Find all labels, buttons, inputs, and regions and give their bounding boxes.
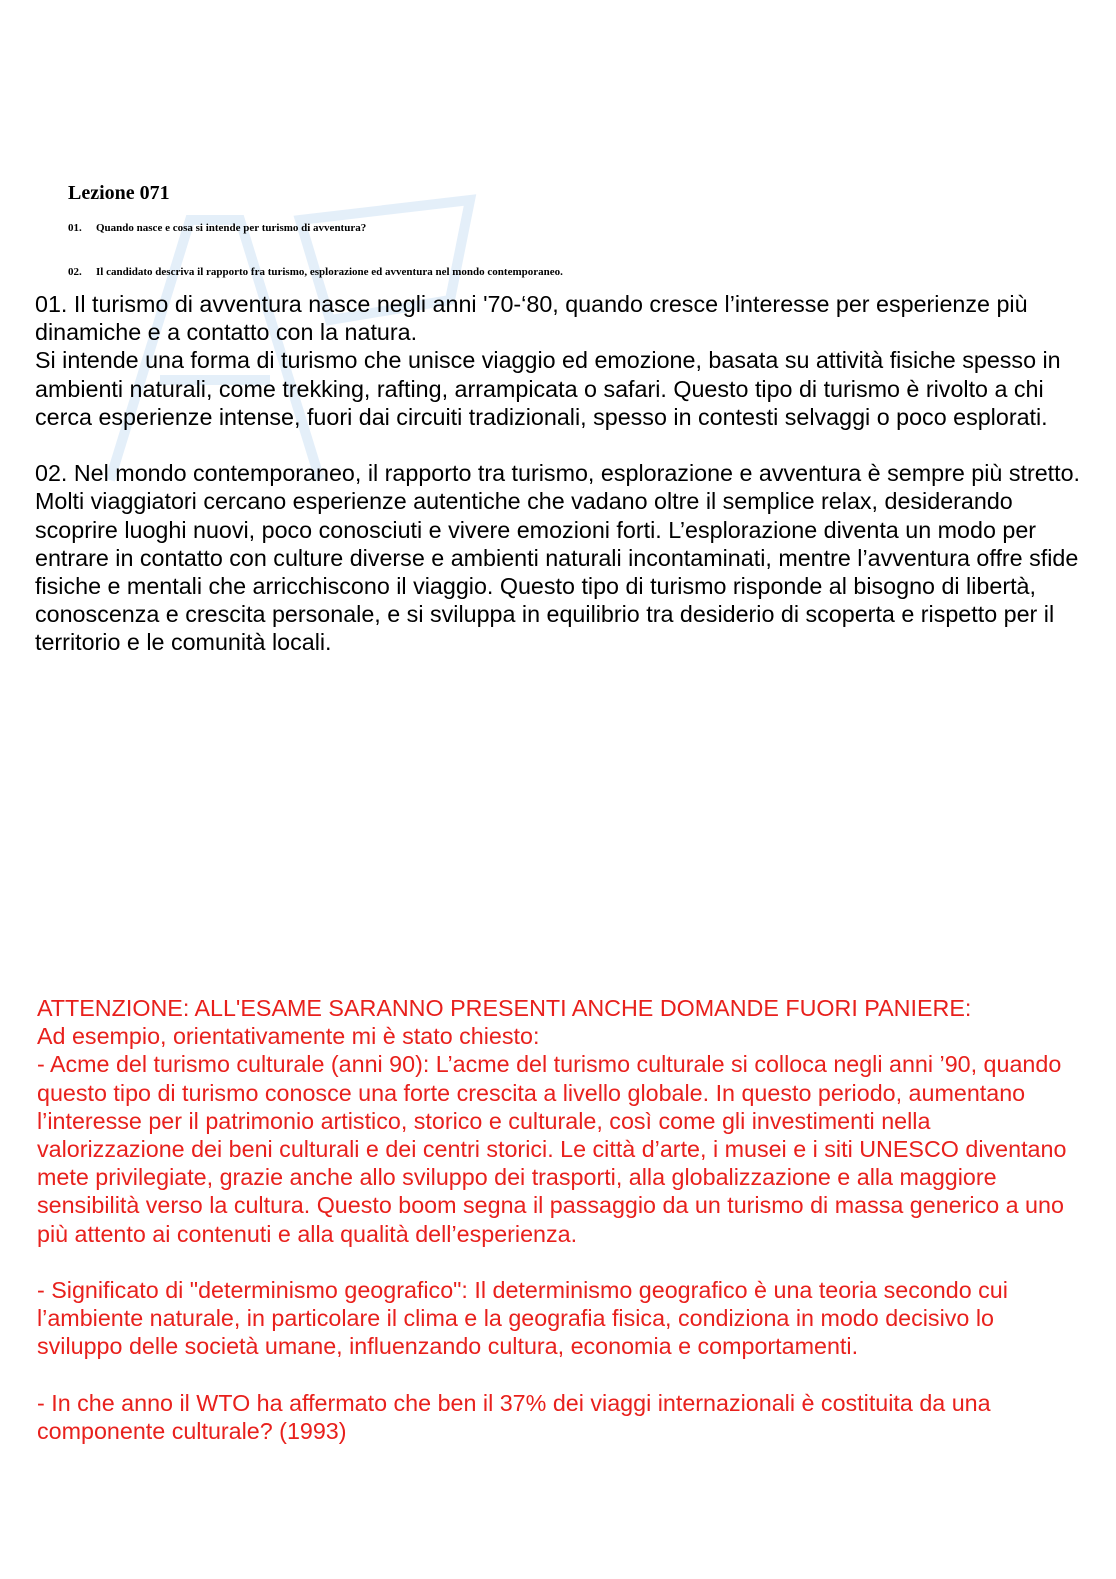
answers-section bbox=[35, 290, 1095, 657]
notice-item-wto: - In che anno il WTO ha affermato che ben il 37% dei viaggi internazionali è costituita da una componente culturale? (1993) bbox=[37, 1389, 991, 1445]
question-number: 02. bbox=[68, 266, 82, 278]
answer-02: 02. Nel mondo contemporaneo, il rapporto tra turismo, esplorazione e avventura è sempre più stretto. Molti viaggiatori cercano esperienze autentiche che vadano oltre il semplice relax, desiderando scoprire luoghi nuovi, poco conosciuti e vivere emozioni forti. L’esplorazione diventa un modo per entrare in contatto con culture diverse e ambienti naturali incontaminati, mentre l’avventura offre sfide fisiche e mentali che arricchiscono il viaggio. Questo tipo di turismo risponde al bisogno di libertà, conoscenza e crescita personale, e si sviluppa in equilibrio tra desiderio di scoperta e rispetto per il territorio e le comunità locali. bbox=[35, 460, 1081, 656]
question-number: 01. bbox=[68, 222, 82, 234]
question-text: Il candidato descriva il rapporto fra turismo, esplorazione ed avventura nel mondo contemporaneo. bbox=[96, 266, 563, 278]
question-text: Quando nasce e cosa si intende per turismo di avventura? bbox=[96, 222, 367, 234]
spacer bbox=[35, 431, 1095, 459]
notice-item-acme: - Acme del turismo culturale (anni 90): L’acme del turismo culturale si colloca negli anni ’90, quando questo tipo di turismo conosce una forte crescita a livello globale. In questo periodo, aumentano l’interesse per il patrimonio artistico, storico e culturale, così come gli investimenti nella valorizzazione dei beni culturali e dei centri storici. Le città d’arte, i musei e i siti UNESCO diventano mete privilegiate, grazie anche allo sviluppo dei trasporti, alla globalizzazione e alla maggiore sensibilità verso la cultura. Questo boom segna il passaggio da un turismo di massa generico a uno più attento ai contenuti e alla qualità dell’esperienza. bbox=[37, 1051, 1067, 1247]
answer-01-paragraph-2: Si intende una forma di turismo che unisce viaggio ed emozione, basata su attività fisiche spesso in ambienti naturali, come trekking, rafting, arrampicata o safari. Questo tipo di turismo è rivolto a chi cerca esperienze intense, fuori dai circuiti tradizionali, spesso in contesti selvaggi o poco esplorati. bbox=[35, 347, 1061, 430]
notice-intro: Ad esempio, orientativamente mi è stato chiesto: bbox=[37, 1023, 540, 1050]
spacer bbox=[37, 1361, 1077, 1389]
spacer bbox=[37, 1248, 1077, 1276]
notice-heading: ATTENZIONE: ALL'ESAME SARANNO PRESENTI ANCHE DOMANDE FUORI PANIERE: bbox=[37, 995, 972, 1021]
answer-01-paragraph-1: 01. Il turismo di avventura nasce negli anni '70-‘80, quando cresce l’interesse per esperienze più dinamiche e a contatto con la natura. bbox=[35, 291, 1028, 346]
question-02 bbox=[68, 266, 563, 278]
notice-item-determinismo: - Significato di "determinismo geografico": Il determinismo geografico è una teoria secondo cui l’ambiente naturale, in particolare il clima e la geografia fisica, condiziona in modo decisivo lo sviluppo delle società umane, influenzando cultura, economia e comportamenti. bbox=[37, 1277, 1008, 1360]
lesson-title: Lezione 071 bbox=[68, 182, 170, 204]
exam-notice bbox=[37, 994, 1077, 1445]
question-01 bbox=[68, 222, 366, 234]
